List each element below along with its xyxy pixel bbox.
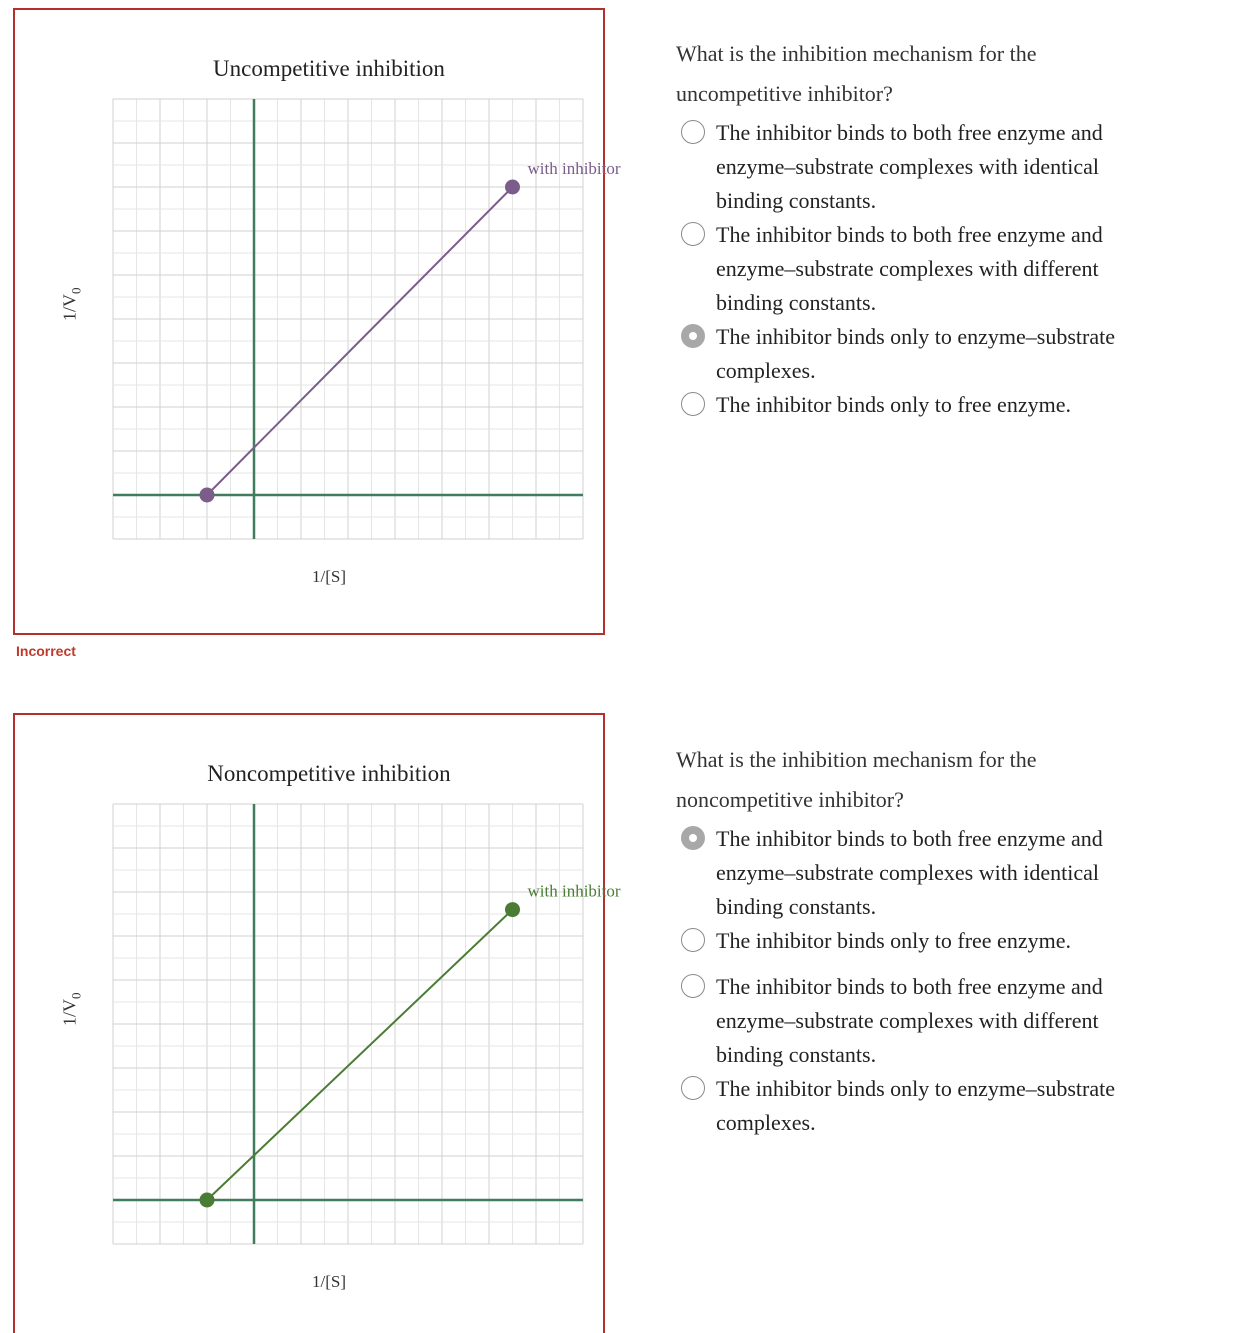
option-label: The inhibitor binds only to enzyme–substrate complexes. [716, 324, 1115, 383]
lineweaver-burk-plot[interactable] [101, 786, 631, 1246]
uncompetitive-graph-panel [13, 8, 621, 635]
draggable-point[interactable] [505, 902, 520, 917]
y-axis-label: $1/V_0$ [59, 992, 84, 1027]
draggable-point[interactable] [200, 488, 215, 503]
question-prompt: What is the inhibition mechanism for the noncompetitive inhibitor? [676, 747, 1037, 812]
radio-button[interactable] [681, 1076, 705, 1100]
radio-button[interactable] [681, 974, 705, 998]
option-label: The inhibitor binds to both free enzyme and enzyme–substrate complexes with identical binding constants. [716, 120, 1103, 213]
answer-option[interactable] [676, 218, 1156, 320]
question-noncompetitive [676, 740, 1156, 1140]
answer-option[interactable] [676, 388, 1156, 422]
radio-button[interactable] [681, 928, 705, 952]
radio-button[interactable] [681, 222, 705, 246]
graph-title: Uncompetitive inhibition [213, 56, 445, 81]
answer-option[interactable] [676, 822, 1156, 924]
feedback-incorrect: Incorrect [16, 643, 76, 659]
noncompetitive-graph-panel [13, 713, 621, 1333]
answer-option[interactable] [676, 924, 1156, 958]
lineweaver-burk-plot[interactable] [101, 81, 631, 541]
option-label: The inhibitor binds only to free enzyme. [716, 928, 1071, 953]
option-label: The inhibitor binds to both free enzyme and enzyme–substrate complexes with different binding constants. [716, 222, 1103, 315]
option-label: The inhibitor binds to both free enzyme and enzyme–substrate complexes with identical binding constants. [716, 826, 1103, 919]
series-label: with inhibitor [527, 159, 621, 178]
option-label: The inhibitor binds to both free enzyme and enzyme–substrate complexes with different binding constants. [716, 974, 1103, 1067]
x-axis-label: 1/[S] [312, 1272, 346, 1291]
series-label: with inhibitor [527, 881, 621, 901]
grid [113, 99, 583, 539]
radio-button[interactable] [681, 392, 705, 416]
y-axis-label: $1/V_0$ [59, 287, 84, 322]
answer-option[interactable] [676, 116, 1156, 218]
grid [113, 804, 583, 1244]
option-label: The inhibitor binds only to free enzyme. [716, 392, 1071, 417]
answer-option[interactable] [676, 320, 1156, 388]
question-uncompetitive [676, 34, 1156, 422]
option-label: The inhibitor binds only to enzyme–substrate complexes. [716, 1076, 1115, 1135]
draggable-point[interactable] [505, 180, 520, 195]
radio-button[interactable] [681, 324, 705, 348]
radio-button[interactable] [681, 120, 705, 144]
draggable-point[interactable] [200, 1193, 215, 1208]
x-axis-label: 1/[S] [312, 567, 346, 586]
answer-option[interactable] [676, 970, 1156, 1072]
graph-title: Noncompetitive inhibition [207, 761, 451, 786]
answer-option[interactable] [676, 1072, 1156, 1140]
question-prompt: What is the inhibition mechanism for the uncompetitive inhibitor? [676, 41, 1037, 106]
radio-button[interactable] [681, 826, 705, 850]
